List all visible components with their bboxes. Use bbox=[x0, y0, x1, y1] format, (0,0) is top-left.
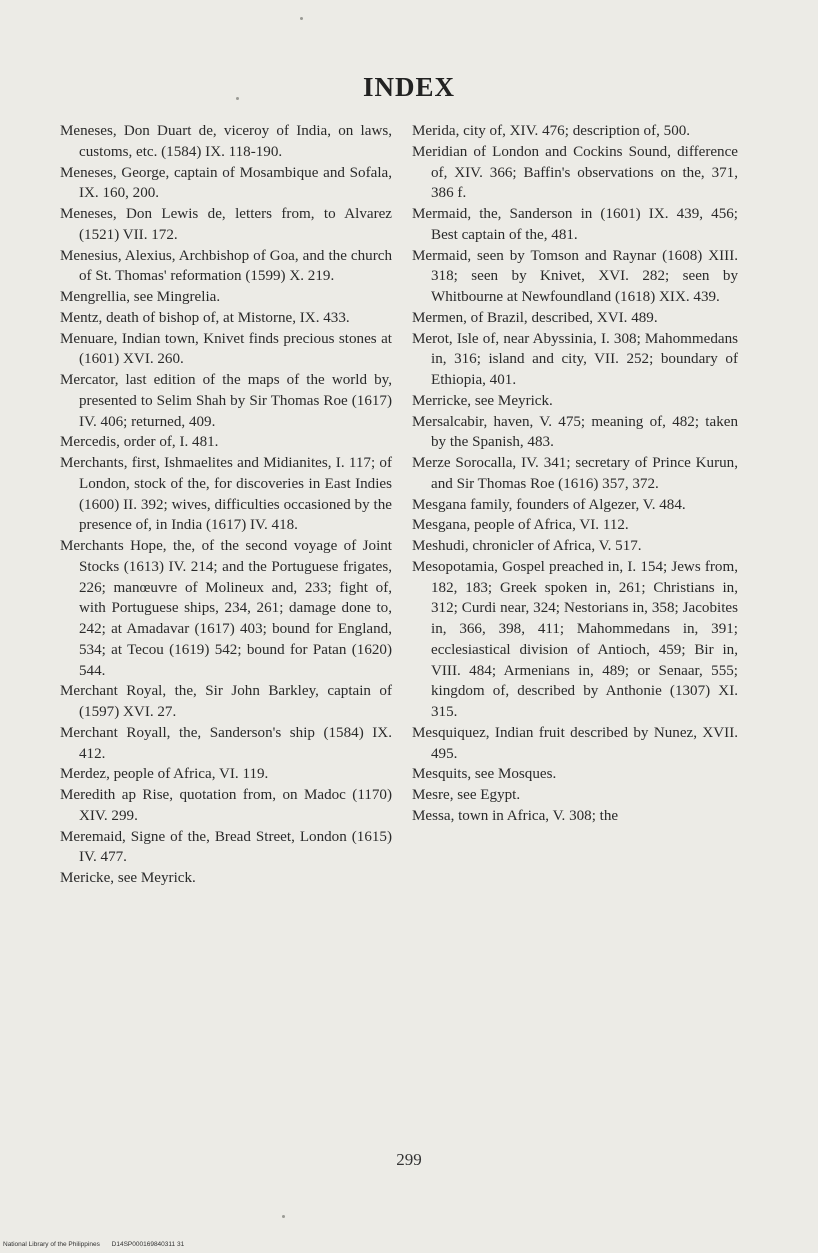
index-entry: Mermaid, the, Sanderson in (1601) IX. 439, 456; Best captain of the, 481. bbox=[412, 206, 738, 243]
index-entry: Merdez, people of Africa, VI. 119. bbox=[60, 766, 269, 783]
index-entry: Merze Sorocalla, IV. 341; secretary of Prince Kurun, and Sir Thomas Roe (1616) 357, 372. bbox=[412, 455, 738, 492]
index-entry: Mengrellia, see Mingrelia. bbox=[60, 289, 221, 305]
index-entry: Meneses, Don Duart de, viceroy of India, on laws, customs, etc. (1584) IX. 118-190. bbox=[60, 123, 392, 160]
index-entry: Merchant Royall, the, Sanderson's ship (1584) IX. 412. bbox=[60, 724, 392, 762]
scan-speck bbox=[282, 1215, 285, 1218]
index-entry: Menesius, Alexius, Archbishop of Goa, and the church of St. Thomas' reformation (1599) X. 219. bbox=[60, 247, 392, 285]
index-entry: Mermen, of Brazil, described, XVI. 489. bbox=[412, 309, 658, 326]
index-entry: Merida, city of, XIV. 476; description of, 500. bbox=[412, 123, 691, 139]
index-entry: Mesgana family, founders of Algezer, V. 484. bbox=[412, 496, 686, 513]
index-entry: Mercator, last edition of the maps of the world by, presented to Selim Shah by Sir Thomas Roe (1617) IV. 406; returned, 409. bbox=[60, 372, 392, 430]
index-entry: Meredith ap Rise, quotation from, on Madoc (1170) XIV. 299. bbox=[60, 787, 392, 824]
left-column bbox=[60, 121, 392, 889]
index-entry: Mesquiquez, Indian fruit described by Nunez, XVII. 495. bbox=[412, 724, 738, 762]
index-entry: Messa, town in Africa, V. 308; the bbox=[412, 807, 619, 824]
scan-speck bbox=[300, 17, 303, 20]
index-entry: Mentz, death of bishop of, at Mistorne, IX. 433. bbox=[60, 309, 350, 326]
index-entry: Mesquits, see Mosques. bbox=[412, 766, 557, 783]
index-entry: Merchant Royal, the, Sir John Barkley, captain of (1597) XVI. 27. bbox=[60, 683, 392, 720]
right-column bbox=[412, 121, 738, 827]
index-entry: Mesre, see Egypt. bbox=[412, 787, 521, 803]
index-entry: Mericke, see Meyrick. bbox=[60, 870, 196, 886]
index-entry: Mersalcabir, haven, V. 475; meaning of, 482; taken by the Spanish, 483. bbox=[412, 413, 738, 451]
index-entry: Merricke, see Meyrick. bbox=[412, 392, 553, 409]
index-entry: Menuare, Indian town, Knivet finds precious stones at (1601) XVI. 260. bbox=[60, 330, 392, 368]
index-entry: Mesopotamia, Gospel preached in, I. 154; Jews from, 182, 183; Greek spoken in, 261; Christians in, 312; Curdi near, 324; Nestorians in, 358; Jacobites in, 366, 398, 411; Mahommedans in, 391; ecclesiastical division of Antioch, 459; Bir in, VIII. 484; Armenians in, 489; or Senaar, 555; kingdom of, described by Anthonie (1307) XI. 315. bbox=[412, 558, 738, 720]
index-entry: Merchants, first, Ishmaelites and Midianites, I. 117; of London, stock of the, for discoveries in East Indies (1600) II. 392; wives, difficulties occasioned by the presence of, in India (1617) IV. 418. bbox=[60, 455, 392, 534]
index-entry: Mermaid, seen by Tomson and Raynar (1608) XIII. 318; seen by Knivet, XVI. 282; seen by Whitbourne at Newfoundland (1618) XIX. 439. bbox=[412, 247, 738, 305]
index-entry: Meneses, Don Lewis de, letters from, to Alvarez (1521) VII. 172. bbox=[60, 206, 392, 243]
index-entry: Mesgana, people of Africa, VI. 112. bbox=[412, 517, 629, 534]
index-entry: Meremaid, Signe of the, Bread Street, London (1615) IV. 477. bbox=[60, 828, 392, 866]
footer-library: National Library of the Philippines bbox=[3, 1241, 100, 1248]
footer-code: D14SP000169840311 31 bbox=[111, 1241, 185, 1248]
index-entry: Mercedis, order of, I. 481. bbox=[60, 434, 219, 451]
index-entry: Meridian of London and Cockins Sound, difference of, XIV. 366; Baffin's observations on the, 371, 386 f. bbox=[412, 143, 738, 202]
page-number: 299 bbox=[396, 1150, 422, 1169]
index-entry: Meneses, George, captain of Mosambique and Sofala, IX. 160, 200. bbox=[60, 164, 392, 202]
page-title: INDEX bbox=[362, 72, 455, 102]
scan-footer bbox=[3, 1241, 194, 1248]
index-entry: Merchants Hope, the, of the second voyage of Joint Stocks (1613) IV. 214; and the Portuguese frigates, 226; manœuvre of Molineux and, 233; fight of, with Portuguese ships, 234, 261; damage done to, 242; at Amadavar (1617) 403; bound for England, 534; at Tecou (1619) 542; bound for Patan (1620) 544. bbox=[60, 538, 392, 679]
index-entry: Meshudi, chronicler of Africa, V. 517. bbox=[412, 538, 642, 554]
index-entry: Merot, Isle of, near Abyssinia, I. 308; Mahommedans in, 316; island and city, VII. 252; boundary of Ethiopia, 401. bbox=[412, 330, 738, 388]
